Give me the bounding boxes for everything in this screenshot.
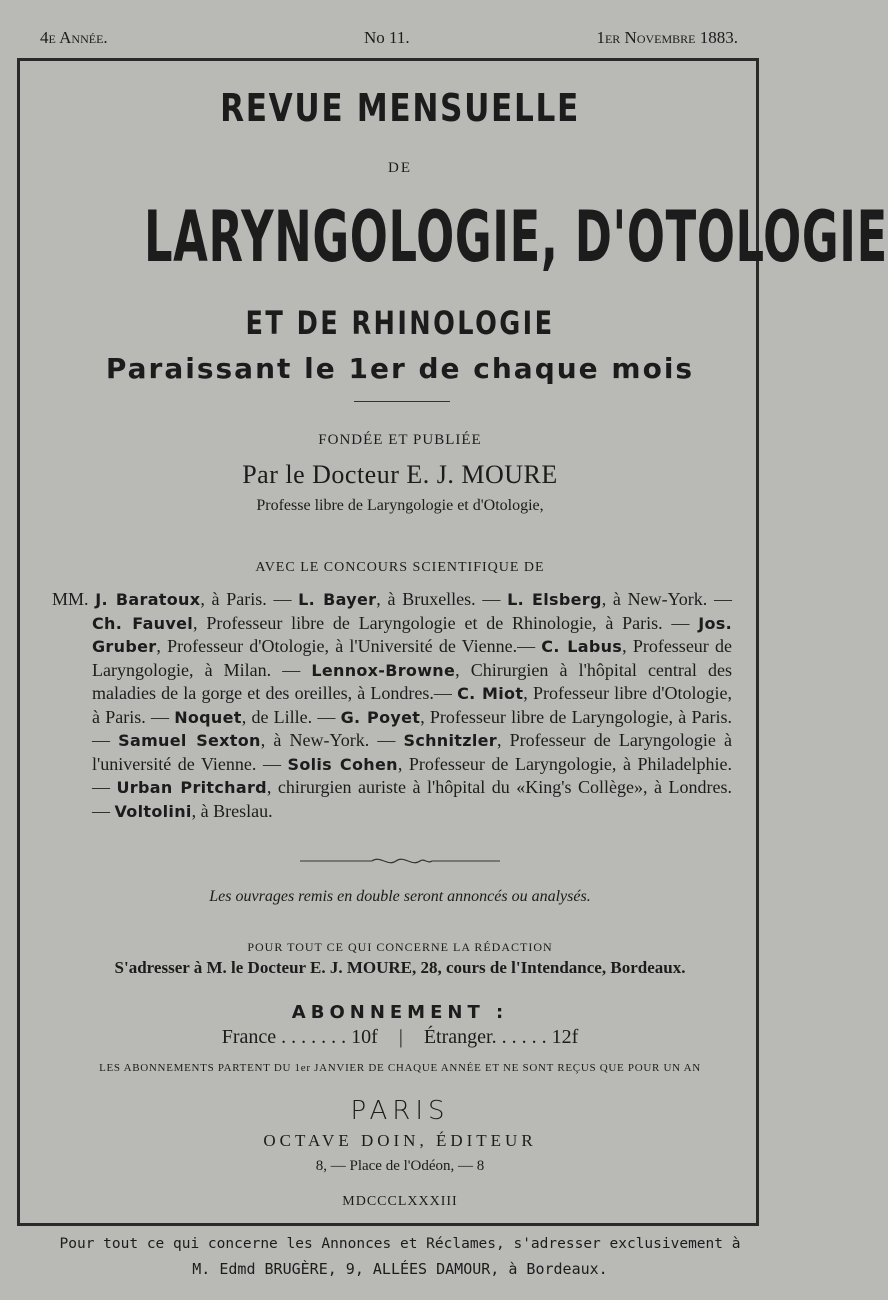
- contributor-name: J. Baratoux: [95, 590, 201, 609]
- contributor-details: , Professeur libre de Laryngologie et de Rhinologie, à Paris. —: [193, 612, 699, 633]
- contributor-name: Schnitzler: [403, 731, 497, 750]
- contributor-name: L. Elsberg: [507, 590, 602, 609]
- contributor-details: , Professeur libre d'Otologie, à Paris. —: [92, 683, 733, 727]
- contributor-details: , Professeur de Laryngologie à l'université de Vienne. —: [92, 730, 732, 774]
- contributor-name: Lennox-Browne: [311, 660, 456, 680]
- imprint-publisher: OCTAVE DOIN, ÉDITEUR: [263, 1131, 537, 1150]
- price-abroad: Étranger. . . . . . 12f: [423, 1026, 579, 1048]
- issue-date: 1er Novembre 1883.: [596, 28, 738, 47]
- contributor-details: , à Bruxelles. —: [376, 589, 508, 609]
- contributors-intro: AVEC LE CONCOURS SCIENTIFIQUE DE: [255, 560, 545, 575]
- subscription-title: ABONNEMENT :: [291, 1002, 509, 1023]
- divider-rule: [354, 401, 450, 402]
- publication-frequency: Paraissant le 1er de chaque mois: [105, 352, 695, 385]
- contributor-details: , Chirurgien à l'hôpital central des maladies de la gorge et des oreilles, à Londres.—: [92, 659, 732, 703]
- imprint-address: 8, — Place de l'Odéon, — 8: [315, 1158, 485, 1174]
- contributor-details: , Professeur libre de Laryngologie, à Paris. —: [92, 706, 732, 750]
- contributor-name: G. Poyet: [340, 707, 421, 727]
- contributor-details: , à New-York. —: [260, 730, 404, 750]
- footer-line-2: M. Edmd BRUGÈRE, 9, ALLÉES DAMOUR, à Bordeaux.: [192, 1260, 608, 1278]
- mm-prefix: MM.: [52, 589, 89, 609]
- contributor-details: , Professeur de Laryngologie, à Milan. —: [92, 636, 732, 680]
- journal-title: LARYNGOLOGIE, D'OTOLOGIE: [144, 196, 888, 278]
- founder-name: Par le Docteur E. J. MOURE: [242, 460, 558, 489]
- masthead-line-4: ET DE RHINOLOGIE: [245, 304, 555, 342]
- contributor-name: Urban Pritchard: [116, 778, 267, 797]
- masthead-line-1: REVUE MENSUELLE: [220, 86, 580, 130]
- price-france: France . . . . . . . 10f: [221, 1026, 378, 1048]
- price-separator: |: [398, 1026, 403, 1048]
- contributor-details: , à Breslau.: [191, 800, 273, 821]
- redaction-address: S'adresser à M. le Docteur E. J. MOURE, 28, cours de l'Intendance, Bordeaux.: [114, 958, 686, 977]
- contributor-name: C. Labus: [541, 637, 623, 656]
- contributor-name: L. Bayer: [298, 590, 377, 609]
- imprint-year: MDCCCLXXXIII: [342, 1194, 458, 1209]
- redaction-label: POUR TOUT CE QUI CONCERNE LA RÉDACTION: [247, 940, 553, 954]
- contributor-name: Jos. Gruber: [92, 613, 732, 656]
- ornament-divider: [300, 852, 500, 870]
- contributor-details: , à Paris. —: [200, 589, 299, 609]
- subscription-note: LES ABONNEMENTS PARTENT DU 1er JANVIER DE CHAQUE ANNÉE ET NE SONT REÇUS QUE POUR UN AN: [99, 1062, 701, 1074]
- contributor-details: , à New-York. —: [601, 589, 733, 609]
- contributor-name: Ch. Fauvel: [92, 613, 194, 633]
- contributor-name: Samuel Sexton: [118, 731, 261, 750]
- founder-title: Professe libre de Laryngologie et d'Otologie,: [256, 497, 544, 514]
- footer-line-1: Pour tout ce qui concerne les Annonces et Réclames, s'adresser exclusivement à: [59, 1236, 741, 1252]
- contributor-details: , de Lille. —: [241, 706, 336, 727]
- issue-number: No 11.: [364, 28, 410, 47]
- subscription-prices: [0, 1026, 800, 1049]
- contributors-list: [52, 588, 732, 823]
- contributor-name: Voltolini: [114, 801, 192, 821]
- year-label: 4e Année.: [40, 28, 108, 47]
- founded-label: FONDÉE ET PUBLIÉE: [318, 432, 482, 448]
- contributor-name: Solis Cohen: [287, 754, 398, 774]
- contributor-details: , chirurgien auriste à l'hôpital du «King's Collège», à Londres. —: [92, 777, 733, 821]
- contributor-name: C. Miot: [457, 684, 524, 703]
- works-notice: Les ouvrages remis en double seront annoncés ou analysés.: [209, 888, 591, 905]
- imprint-city: PARIS: [350, 1096, 450, 1126]
- contributor-details: , Professeur d'Otologie, à l'Université de Vienne.—: [156, 636, 542, 656]
- masthead-line-2: DE: [388, 160, 412, 176]
- contributor-name: Noquet: [174, 707, 242, 727]
- contributor-details: , Professeur de Laryngologie, à Philadelphie. —: [92, 753, 732, 797]
- header-line: [0, 28, 800, 52]
